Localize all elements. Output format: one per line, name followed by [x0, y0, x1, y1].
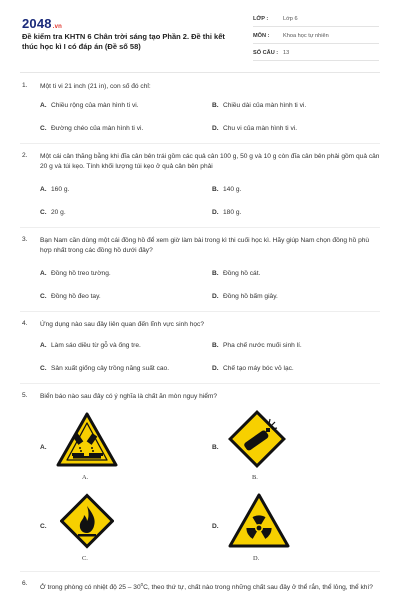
option-text: Sản xuất giống cây trồng năng suất cao. [51, 365, 170, 372]
option-letter: C. [40, 523, 47, 530]
radioactive-sign-icon [228, 493, 290, 549]
option-letter: D. [212, 523, 219, 530]
question-divider [20, 311, 380, 312]
option-d[interactable] [212, 124, 297, 134]
question-number: 4. [22, 320, 28, 327]
corrosive-sign-icon [56, 412, 118, 468]
option-letter: A. [40, 444, 47, 451]
document-title: Đề kiểm tra KHTN 6 Chân trời sáng tạo Phần 2. Đề thi kết thúc học kì I có đáp án (Đề số 58) [22, 32, 225, 51]
option-c[interactable] [40, 364, 169, 374]
option-d[interactable] [212, 364, 294, 374]
meta-info [253, 12, 379, 63]
option-text: 20 g. [51, 209, 66, 216]
option-text: Đồng hồ treo tường. [51, 270, 111, 277]
option-text: Đồng hồ bấm giây. [223, 293, 278, 300]
logo-suffix: .vn [52, 24, 63, 30]
meta-label: LỚP : [253, 16, 269, 22]
option-text: 180 g. [223, 209, 242, 216]
option-caption: B. [252, 474, 258, 481]
option-text: Chế tạo máy bóc vỏ lạc. [223, 365, 294, 372]
option-letter: D. [212, 365, 219, 372]
option-a[interactable] [40, 341, 141, 351]
option-text: Làm sáo diều từ gỗ và ống tre. [51, 342, 141, 349]
meta-subject-row [253, 29, 379, 44]
option-caption: C. [82, 555, 88, 562]
option-text: 160 g. [51, 186, 70, 193]
option-text: Chiều rộng của màn hình ti vi. [51, 102, 139, 109]
option-letter: B. [212, 342, 219, 349]
option-letter: C. [40, 293, 47, 300]
option-letter: C. [40, 125, 47, 132]
meta-label: MÔN : [253, 33, 270, 39]
option-b[interactable] [212, 185, 241, 195]
option-text: 140 g. [223, 186, 242, 193]
question-divider [20, 571, 380, 572]
question-text: Biển báo nào sau đây có ý nghĩa là chất ăn mòn nguy hiểm? [40, 393, 218, 400]
option-letter: B. [212, 270, 219, 277]
option-letter: C. [40, 209, 47, 216]
option-text: Đường chéo của màn hình ti vi. [51, 125, 144, 132]
header-divider [20, 72, 380, 73]
meta-label: SỐ CÂU : [253, 50, 279, 56]
question-text-part: Ở trong phòng có nhiệt độ 25 – 30 [40, 584, 141, 592]
degree-superscript: 0 [140, 582, 144, 587]
option-b[interactable] [212, 341, 302, 351]
question-text [40, 580, 380, 593]
meta-count-row [253, 46, 379, 61]
flammable-sign-icon [60, 492, 114, 550]
logo-text: 2048 [22, 16, 52, 31]
option-b[interactable] [212, 269, 260, 279]
option-letter: B. [212, 186, 219, 193]
meta-value: 13 [283, 50, 290, 56]
site-logo[interactable] [22, 16, 62, 31]
option-letter: A. [40, 342, 47, 349]
meta-value: Lớp 6 [283, 16, 298, 22]
compressed-gas-sign-icon [228, 410, 286, 468]
option-text: Đồng hồ đeo tay. [51, 293, 101, 300]
question-number: 5. [22, 392, 28, 399]
question-divider [20, 227, 380, 228]
meta-value: Khoa học tự nhiên [283, 33, 329, 39]
question-text: Ứng dụng nào sau đây liên quan đến lĩnh vực sinh học? [40, 321, 205, 328]
option-letter: D. [212, 209, 219, 216]
question-number: 3. [22, 236, 28, 243]
option-letter: A. [40, 186, 47, 193]
option-a[interactable] [40, 185, 69, 195]
question-divider [20, 143, 380, 144]
question-text: Một cái cân thăng bằng khi đĩa cân bên trái gồm các quả cân 100 g, 50 g và 10 g còn đĩa cân bên phải gồm quả cân 20 g và túi kẹo. Tính khối lượng túi kẹo ở quả cân bên phải [40, 153, 380, 170]
option-letter: A. [40, 102, 47, 109]
option-letter: B. [212, 102, 219, 109]
option-c[interactable] [40, 292, 101, 302]
option-c[interactable] [40, 124, 143, 134]
question-number: 6. [22, 580, 28, 587]
option-letter: C. [40, 365, 47, 372]
option-letter: B. [212, 444, 219, 451]
option-c[interactable] [40, 208, 66, 218]
meta-class-row [253, 12, 379, 27]
option-caption: A. [82, 474, 89, 481]
option-a[interactable] [40, 101, 139, 111]
question-text-part: C, theo thứ tự, chất nào trong những chất sau đây ở thể rắn, thể lỏng, thể khí? [143, 584, 373, 592]
question-text: Bạn Nam cần dùng một cái đồng hồ để xem giờ làm bài trong kì thi cuối học kì. Hãy giúp Nam chọn đồng hồ phù hợp nhất trong các đồng hồ dưới đây? [40, 237, 370, 254]
question-text: Một ti vi 21 inch (21 in), con số đó chỉ: [40, 83, 151, 90]
question-number: 2. [22, 152, 28, 159]
option-d[interactable] [212, 208, 241, 218]
option-d[interactable] [212, 292, 278, 302]
option-text: Chu vi của màn hình ti vi. [223, 125, 298, 132]
option-letter: D. [212, 125, 219, 132]
question-divider [20, 383, 380, 384]
question-number: 1. [22, 82, 28, 89]
option-text: Đồng hồ cát. [223, 270, 261, 277]
option-caption: D. [253, 555, 260, 562]
option-letter: D. [212, 293, 219, 300]
option-a[interactable] [40, 269, 111, 279]
option-text: Chiều dài của màn hình ti vi. [223, 102, 307, 109]
option-text: Pha chế nước muối sinh lí. [223, 342, 302, 349]
option-b[interactable] [212, 101, 306, 111]
option-letter: A. [40, 270, 47, 277]
